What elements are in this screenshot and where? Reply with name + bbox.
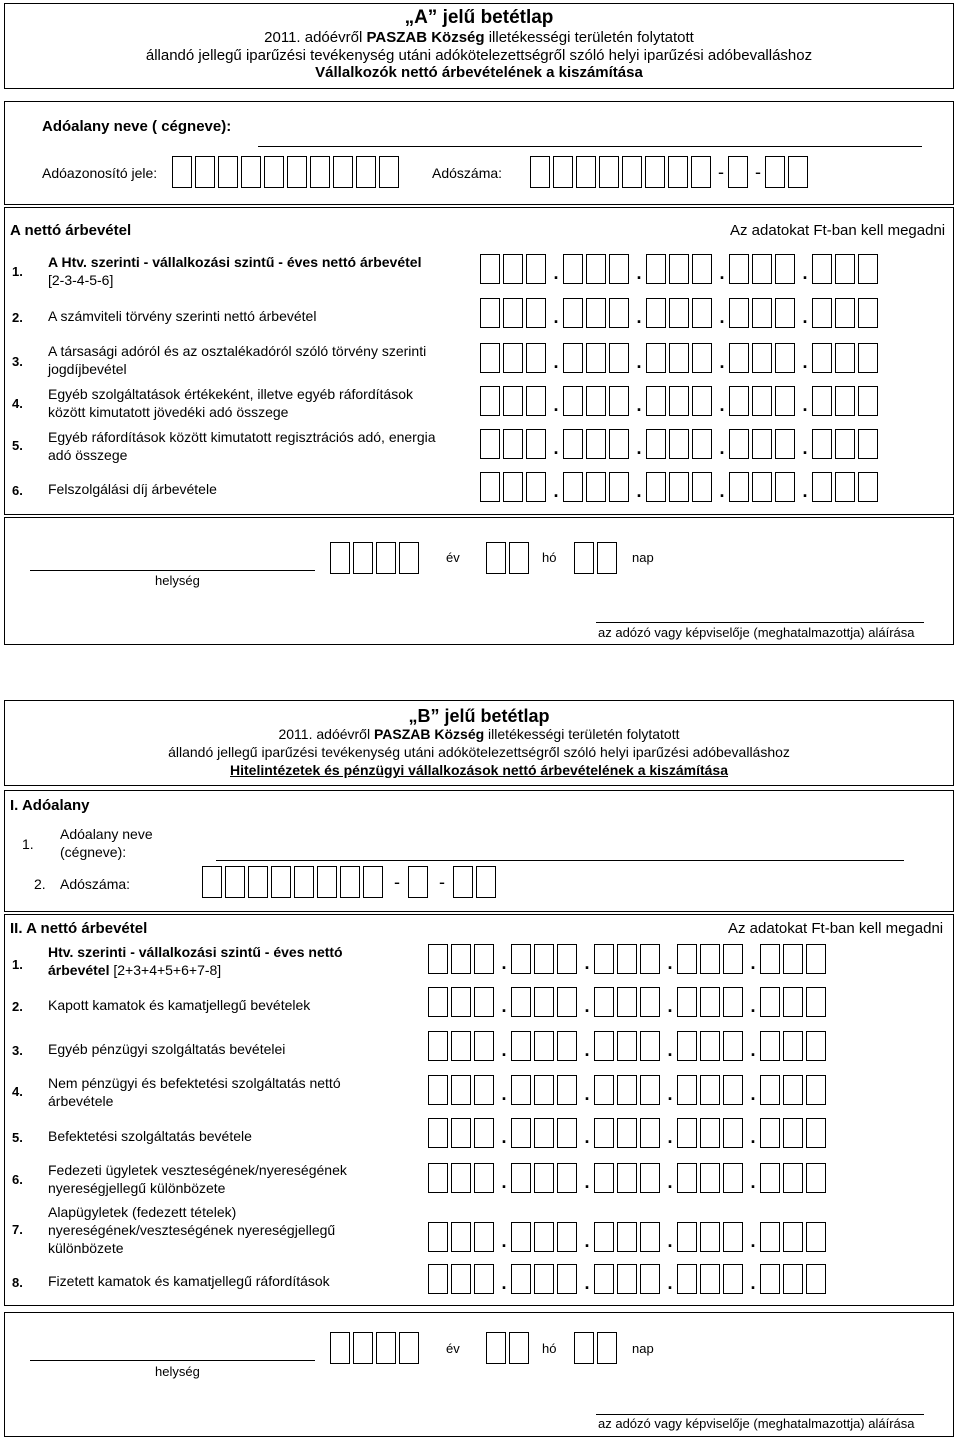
b-name-label-2: (cégneve): xyxy=(60,844,127,860)
b-section-2-title: II. A nettó árbevétel xyxy=(10,920,148,937)
a-header-line1: 2011. adóévről PASZAB Község illetékességi területén folytatott xyxy=(264,29,694,46)
row-label: nyereségének/veszteségének nyereségjellegű xyxy=(48,1222,336,1238)
row-label: Befektetési szolgáltatás bevétele xyxy=(48,1128,252,1144)
row-number: 3. xyxy=(12,354,23,369)
row-label: árbevétele xyxy=(48,1093,114,1109)
b-header-line2: állandó jellegű iparűzési tevékenység utáni adókötelezettségről szóló helyi iparűzési adóbevalláshoz xyxy=(168,744,790,760)
row-number: 1. xyxy=(12,957,23,972)
row-label: A Htv. szerinti - vállalkozási szintű - éves nettó árbevétel xyxy=(48,254,422,270)
amount-boxes[interactable]: . . . . xyxy=(428,1222,829,1252)
row-label: Kapott kamatok és kamatjellegű bevételek xyxy=(48,997,311,1013)
a-year-boxes[interactable] xyxy=(330,542,422,574)
row-number: 8. xyxy=(12,1275,23,1290)
a-taxpayer-frame xyxy=(4,101,954,205)
row-label: Fizetett kamatok és kamatjellegű ráfordítások xyxy=(48,1273,330,1289)
amount-boxes[interactable]: . . . . xyxy=(428,1118,829,1148)
a-day-boxes[interactable] xyxy=(574,542,620,574)
b-header-line3: Hitelintézetek és pénzügyi vállalkozások nettó árbevételének a kiszámítása xyxy=(230,762,728,778)
a-month-boxes[interactable] xyxy=(486,542,532,574)
row-label: Egyéb ráfordítások között kimutatott regisztrációs adó, energia xyxy=(48,429,436,445)
b-header-line1: 2011. adóévről PASZAB Község illetékességi területén folytatott xyxy=(278,726,680,742)
row-number: 7. xyxy=(12,1222,23,1237)
row-label: Htv. szerinti - vállalkozási szintű - éves nettó xyxy=(48,944,343,960)
a-place-field[interactable] xyxy=(30,570,315,571)
row-label: különbözete xyxy=(48,1240,124,1256)
b-taxno-number: 2. xyxy=(34,876,46,892)
b-month-label: hó xyxy=(542,1341,557,1356)
a-title: „A” jelű betétlap xyxy=(404,7,554,28)
a-header-line2: állandó jellegű iparűzési tevékenység utáni adókötelezettségről szóló helyi iparűzési adóbevalláshoz xyxy=(145,47,813,64)
row-number: 4. xyxy=(12,396,23,411)
amount-boxes[interactable]: . . . . xyxy=(480,254,881,284)
b-taxno-label: Adószáma: xyxy=(60,876,131,892)
row-number: 1. xyxy=(12,264,23,279)
b-place-label: helység xyxy=(155,1364,200,1379)
row-label: Alapügyletek (fedezett tételek) xyxy=(48,1204,237,1220)
row-label: jogdíjbevétel xyxy=(48,361,127,377)
row-number: 5. xyxy=(12,438,23,453)
row-label: A társasági adóról és az osztalékadóról szóló törvény szerinti xyxy=(48,343,427,359)
a-taxid-boxes[interactable] xyxy=(172,156,402,188)
row-label: árbevétel [2+3+4+5+6+7-8] xyxy=(48,962,222,978)
a-place-label: helység xyxy=(155,573,200,588)
row-label: között kimutatott jövedéki adó összege xyxy=(48,404,289,420)
a-ft-note: Az adatokat Ft-ban kell megadni xyxy=(730,222,946,239)
amount-boxes[interactable]: . . . . xyxy=(428,987,829,1017)
amount-boxes[interactable]: . . . . xyxy=(480,343,881,373)
b-title: „B” jelű betétlap xyxy=(408,706,550,726)
amount-boxes[interactable]: . . . . xyxy=(480,386,881,416)
row-number: 2. xyxy=(12,310,23,325)
row-label: Egyéb szolgáltatások értékeként, illetve egyéb ráfordítások xyxy=(48,386,413,402)
b-day-label: nap xyxy=(632,1341,654,1356)
row-number: 5. xyxy=(12,1130,23,1145)
row-label: Fedezeti ügyletek veszteségének/nyereségének xyxy=(48,1162,347,1178)
a-net-title: A nettó árbevétel xyxy=(10,222,132,239)
amount-boxes[interactable]: . . . . xyxy=(428,1075,829,1105)
amount-boxes[interactable]: . . . . xyxy=(480,298,881,328)
b-section-1-title: I. Adóalany xyxy=(10,797,90,814)
b-year-boxes[interactable] xyxy=(330,1332,422,1364)
a-name-label: Adóalany neve ( cégneve): xyxy=(42,118,232,135)
b-signature-label: az adózó vagy képviselője (meghatalmazottja) aláírása xyxy=(598,1416,915,1431)
b-day-boxes[interactable] xyxy=(574,1332,620,1364)
b-year-label: év xyxy=(446,1341,460,1356)
amount-boxes[interactable]: . . . . xyxy=(428,944,829,974)
a-year-label: év xyxy=(446,550,460,565)
a-signature-field[interactable] xyxy=(596,622,924,623)
b-ft-note: Az adatokat Ft-ban kell megadni xyxy=(728,920,944,937)
b-signature-field[interactable] xyxy=(596,1414,924,1415)
b-name-field[interactable] xyxy=(216,860,904,861)
b-place-field[interactable] xyxy=(30,1360,315,1361)
row-number: 4. xyxy=(12,1084,23,1099)
row-number: 3. xyxy=(12,1043,23,1058)
amount-boxes[interactable]: . . . . xyxy=(428,1163,829,1193)
row-label: Felszolgálási díj árbevétele xyxy=(48,481,217,497)
row-label: nyereségjellegű különbözete xyxy=(48,1180,226,1196)
a-month-label: hó xyxy=(542,550,557,565)
a-header-line3: Vállalkozók nettó árbevételének a kiszámítása xyxy=(315,64,643,81)
b-name-number: 1. xyxy=(22,836,34,852)
amount-boxes[interactable]: . . . . xyxy=(480,472,881,502)
row-label: [2-3-4-5-6] xyxy=(48,272,114,288)
row-number: 6. xyxy=(12,1172,23,1187)
amount-boxes[interactable]: . . . . xyxy=(428,1031,829,1061)
a-taxno-label: Adószáma: xyxy=(432,165,503,181)
b-month-boxes[interactable] xyxy=(486,1332,532,1364)
row-number: 2. xyxy=(12,999,23,1014)
a-day-label: nap xyxy=(632,550,654,565)
row-label: Egyéb pénzügyi szolgáltatás bevételei xyxy=(48,1041,286,1057)
row-label: A számviteli törvény szerinti nettó árbevétel xyxy=(48,308,317,324)
b-taxno-boxes[interactable]: - - xyxy=(202,866,499,898)
a-name-field[interactable] xyxy=(258,146,922,147)
a-taxid-label: Adóazonosító jele: xyxy=(42,165,158,181)
row-number: 6. xyxy=(12,483,23,498)
a-signature-label: az adózó vagy képviselője (meghatalmazottja) aláírása xyxy=(598,625,915,640)
a-taxno-boxes[interactable]: - - xyxy=(530,156,811,188)
row-label: Nem pénzügyi és befektetési szolgáltatás nettó xyxy=(48,1075,341,1091)
amount-boxes[interactable]: . . . . xyxy=(480,429,881,459)
row-label: adó összege xyxy=(48,447,128,463)
b-name-label: Adóalany neve xyxy=(60,826,153,842)
amount-boxes[interactable]: . . . . xyxy=(428,1264,829,1294)
